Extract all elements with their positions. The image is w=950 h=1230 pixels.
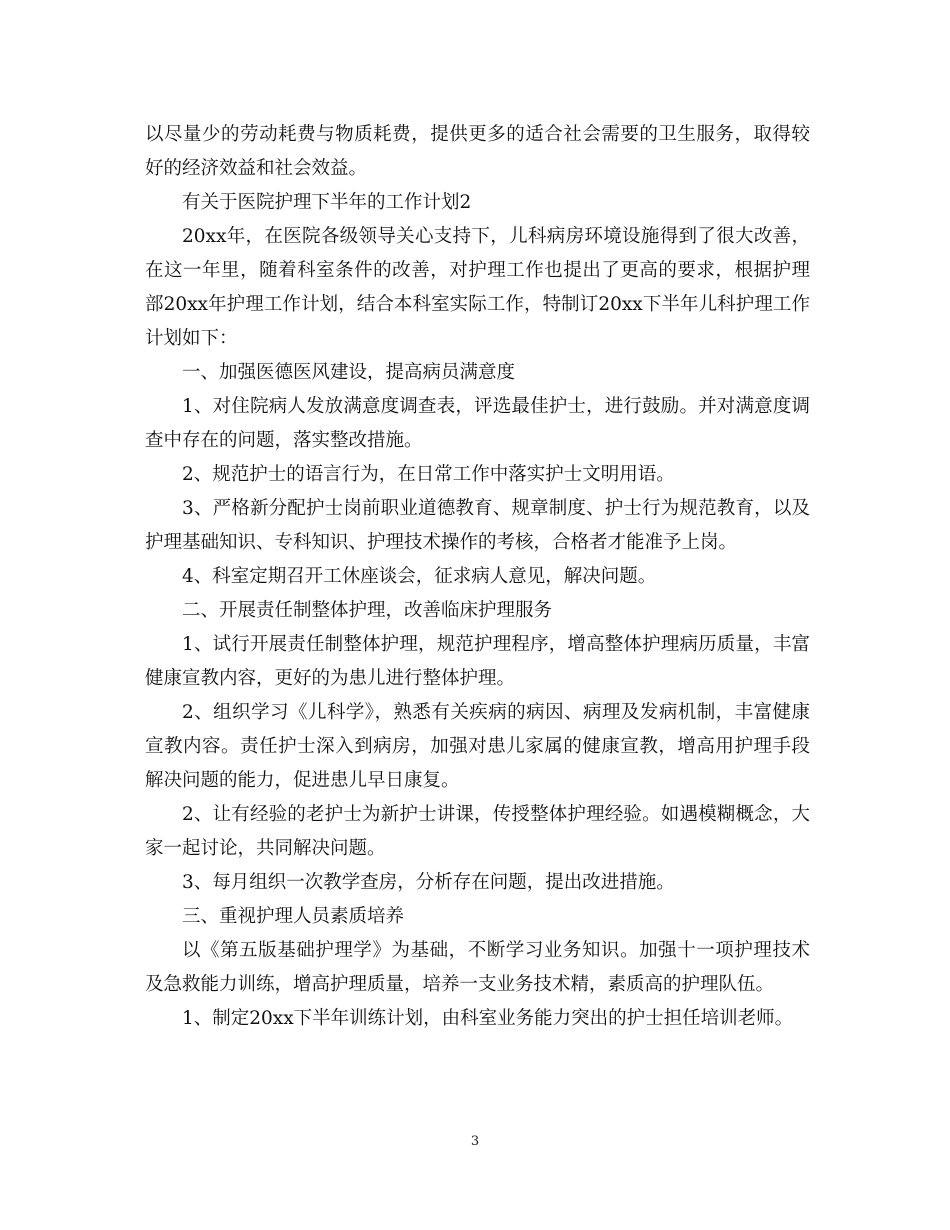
document-body — [145, 118, 810, 1036]
page-number: 3 — [470, 1134, 480, 1149]
list-item: 2、让有经验的老护士为新护士讲课，传授整体护理经验。如遇模糊概念，大家一起讨论，共同解决问题。 — [145, 804, 810, 859]
paragraph: 20xx年，在医院各级领导关心支持下，儿科病房环境设施得到了很大改善，在这一年里，随着科室条件的改善，对护理工作也提出了更高的要求，根据护理部20xx年护理工作计划，结合本科室实际工作，特制订20xx下半年儿科护理工作计划如下： — [145, 226, 810, 349]
list-item: 4、科室定期召开工休座谈会，征求病人意见，解决问题。 — [182, 566, 657, 587]
section-heading: 一、加强医德医风建设，提高病员满意度 — [182, 362, 516, 383]
list-item: 1、对住院病人发放满意度调查表，评选最佳护士，进行鼓励。并对满意度调查中存在的问题，落实整改措施。 — [145, 396, 810, 451]
section-heading: 三、重视护理人员素质培养 — [182, 906, 405, 927]
list-item: 3、严格新分配护士岗前职业道德教育、规章制度、护士行为规范教育，以及护理基础知识、专科知识、护理技术操作的考核，合格者才能准予上岗。 — [145, 498, 810, 553]
section-title: 有关于医院护理下半年的工作计划2 — [182, 192, 472, 213]
paragraph: 以《第五版基础护理学》为基础，不断学习业务知识。加强十一项护理技术及急救能力训练，增高护理质量，培养一支业务技术精，素质高的护理队伍。 — [145, 940, 810, 995]
section-heading: 二、开展责任制整体护理，改善临床护理服务 — [182, 600, 553, 621]
list-item: 2、组织学习《儿科学》，熟悉有关疾病的病因、病理及发病机制，丰富健康宣教内容。责任护士深入到病房，加强对患儿家属的健康宣教，增高用护理手段解决问题的能力，促进患儿早日康复。 — [145, 702, 810, 791]
list-item: 3、每月组织一次教学查房，分析存在问题，提出改进措施。 — [182, 872, 675, 893]
list-item: 2、规范护士的语言行为，在日常工作中落实护士文明用语。 — [182, 464, 675, 485]
list-item: 1、试行开展责任制整体护理，规范护理程序，增高整体护理病历质量，丰富健康宣教内容，更好的为患儿进行整体护理。 — [145, 634, 810, 689]
list-item: 1、制定20xx下半年训练计划，由科室业务能力突出的护士担任培训老师。 — [182, 1008, 794, 1029]
paragraph: 以尽量少的劳动耗费与物质耗费，提供更多的适合社会需要的卫生服务，取得较好的经济效益和社会效益。 — [145, 124, 810, 179]
